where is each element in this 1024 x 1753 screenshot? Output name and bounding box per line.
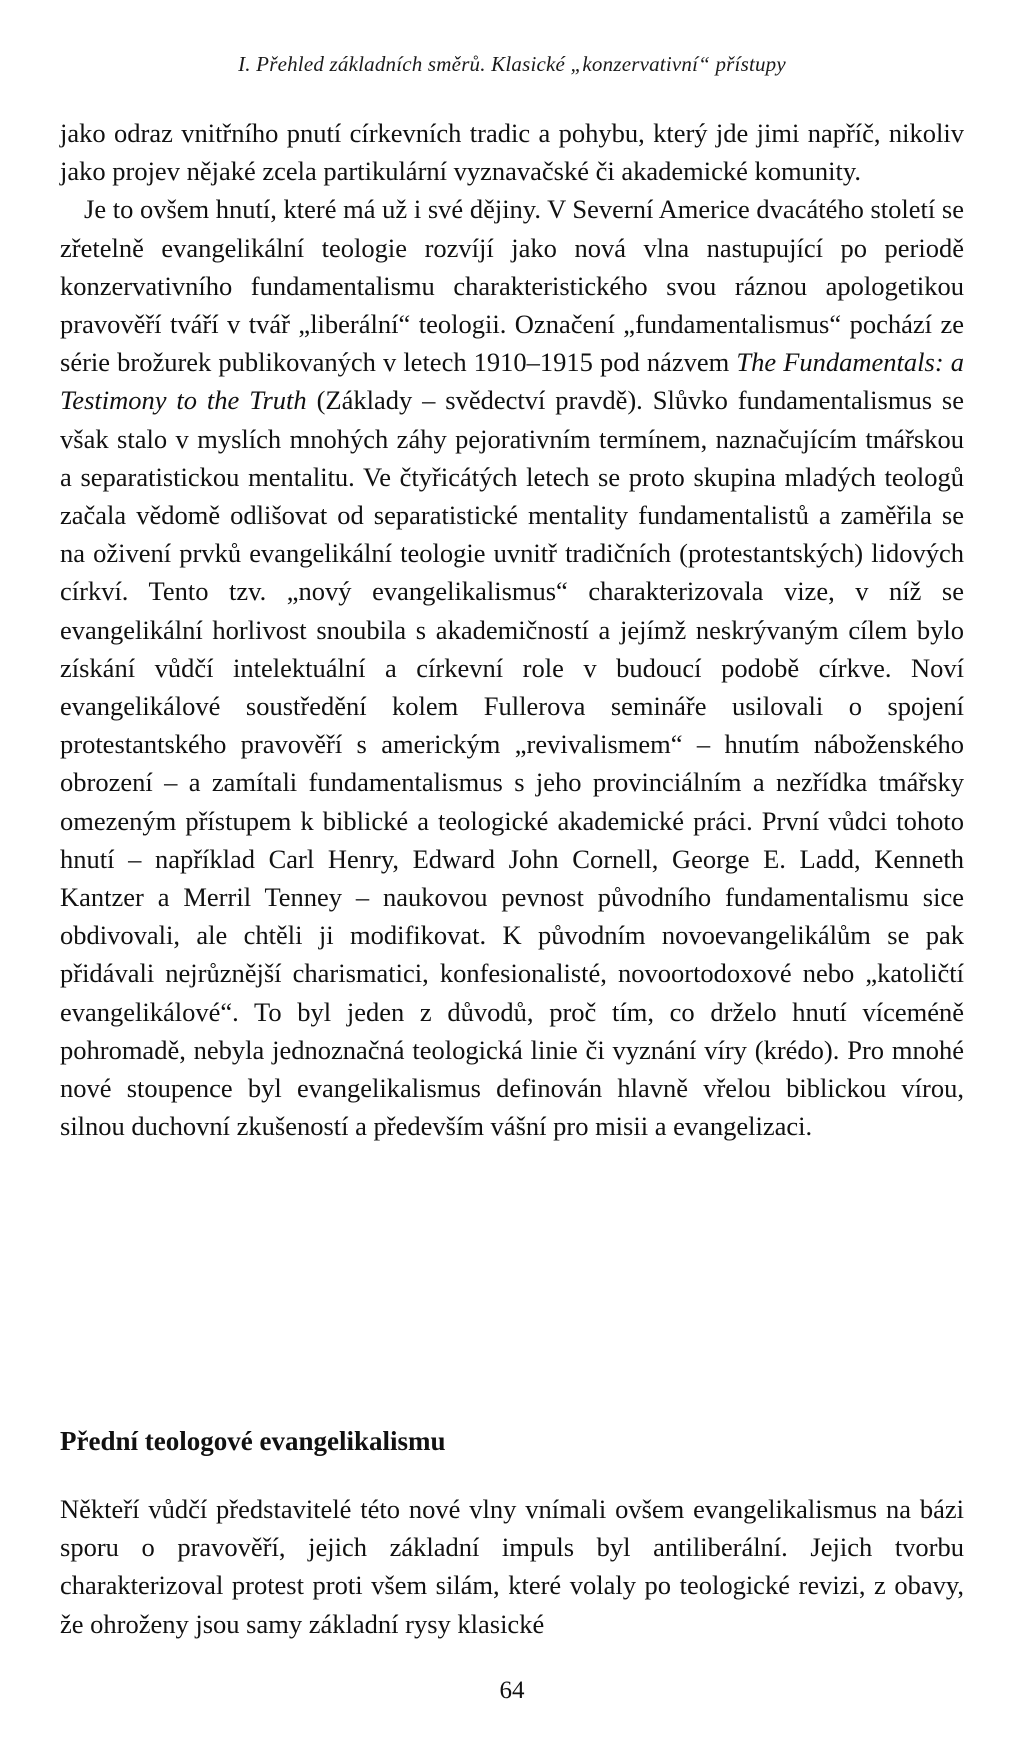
paragraph-continuation: jako odraz vnitřního pnutí církevních tradic a pohybu, který jde jimi napříč, nikoliv jako projev nějaké zcela partikulární vyznavačské či akademické komunity. xyxy=(60,118,964,187)
body-text-lower xyxy=(60,1490,964,1643)
body-text-upper xyxy=(60,114,964,1145)
paragraph-history xyxy=(60,190,964,1145)
section-heading: Přední teologové evangelikalismu xyxy=(60,1426,446,1456)
paragraph-leading-theologians: Někteří vůdčí představitelé této nové vlny vnímali ovšem evangelikalismus na bázi sporu o pravověří, jejich základní impuls byl antiliberální. Jejich tvorbu charakterizoval protest proti všem silám, které volaly po teologické revizi, z obavy, že ohroženy jsou samy základní rysy klasické xyxy=(60,1494,964,1639)
paragraph-history-text-a: Je to ovšem hnutí, které má už i své dějiny. V Severní Americe dvacátého století se zřetelně evangelikální teologie rozvíjí jako nová vlna nastupující po periodě konzervativního fundamentalismu charakteristického svou ráznou apologetikou pravověří tváří v tvář „liberální“ teologii. Označení „fundamentalismus“ pochází ze série brožurek publikovaných v letech 1910–1915 pod názvem xyxy=(60,194,964,378)
paragraph-history-text-b: (Základy – svědectví pravdě). Slůvko fundamentalismus se však stalo v myslích mnohých záhy pejorativním termínem, naznačujícím tmářskou a separatistickou mentalitu. Ve čtyřicátých letech se proto skupina mladých teologů začala vědomě odlišovat od separatistické mentality fundamentalistů a zaměřila se na oživení prvků evangelikální teologie uvnitř tradičních (protestantských) lidových církví. Tento tzv. „nový evangelikalismus“ charakterizovala vize, v níž se evangelikální horlivost snoubila s akademičností a jejímž neskrývaným cílem bylo získání vůdčí intelektuální a církevní role v budoucí podobě církve. Noví evangelikálové soustředění kolem Fullerova semináře usilovali o spojení protestantského pravověří s americkým „revivalismem“ – hnutím náboženského obrození – a zamítali fundamentalismus s jeho provinciálním a nezřídka tmářsky omezeným přístupem k biblické a teologické akademické práci. První vůdci tohoto hnutí – například Carl Henry, Edward John Cornell, George E. Ladd, Kenneth Kantzer a Merril Tenney – naukovou pevnost původního fundamentalismu sice obdivovali, ale chtěli ji modifikovat. K původním novoevangelikálům se pak přidávali nejrůznější charismatici, konfesionalisté, novoortodoxové nebo „katoličtí evangelikálové“. To byl jeden z důvodů, proč tím, co drželo hnutí víceméně pohromadě, nebyla jednoznačná teologická linie či vyznání víry (krédo). Pro mnohé nové stoupence byl evangelikalismus definován hlavně vřelou biblickou vírou, silnou duchovní zkušeností a především vášní pro misii a evangelizaci. xyxy=(60,385,964,1142)
book-title-the-fundamentals: The Fundamentals: a Testimony to the Truth xyxy=(60,347,964,416)
page-number: 64 xyxy=(499,1677,525,1704)
running-header: I. Přehled základních směrů. Klasické „konzervativní“ přístupy xyxy=(238,52,786,76)
